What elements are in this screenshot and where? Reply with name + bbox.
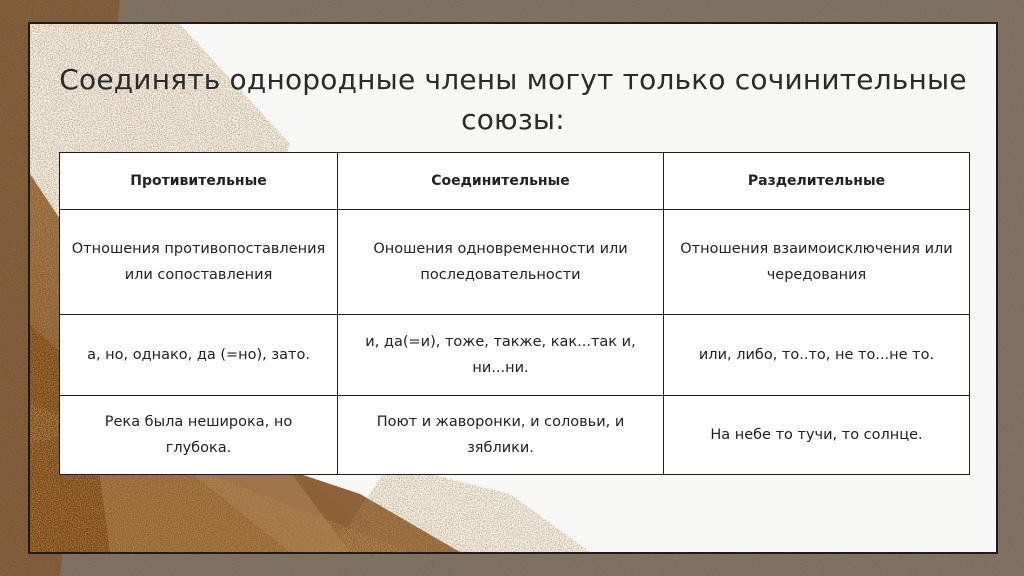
table-row bbox=[60, 396, 970, 475]
conjunctions-table bbox=[59, 152, 970, 475]
table-cell: Поют и жаворонки, и соловьи, и зяблики. bbox=[338, 396, 664, 475]
table-cell: Оношения одновременности или последовательности bbox=[338, 210, 664, 315]
table-cell: Отношения взаимоисключения или чередования bbox=[664, 210, 970, 315]
table-cell: или, либо, то..то, не то...не то. bbox=[664, 315, 970, 396]
header-disjunctive: Разделительные bbox=[664, 153, 970, 210]
table-cell: Река была неширока, но глубока. bbox=[60, 396, 338, 475]
table-cell: На небе то тучи, то солнце. bbox=[664, 396, 970, 475]
table-row bbox=[60, 315, 970, 396]
table-cell: и, да(=и), тоже, также, как...так и, ни...ни. bbox=[338, 315, 664, 396]
header-adversative: Противительные bbox=[60, 153, 338, 210]
header-copulative: Соединительные bbox=[338, 153, 664, 210]
table-row bbox=[60, 210, 970, 315]
table-cell: а, но, однако, да (=но), зато. bbox=[60, 315, 338, 396]
table-header-row bbox=[60, 153, 970, 210]
slide-panel bbox=[28, 22, 998, 554]
table-cell: Отношения противопоставления или сопоставления bbox=[60, 210, 338, 315]
slide-title: Соединять однородные члены могут только сочинительные союзы: bbox=[59, 63, 967, 136]
